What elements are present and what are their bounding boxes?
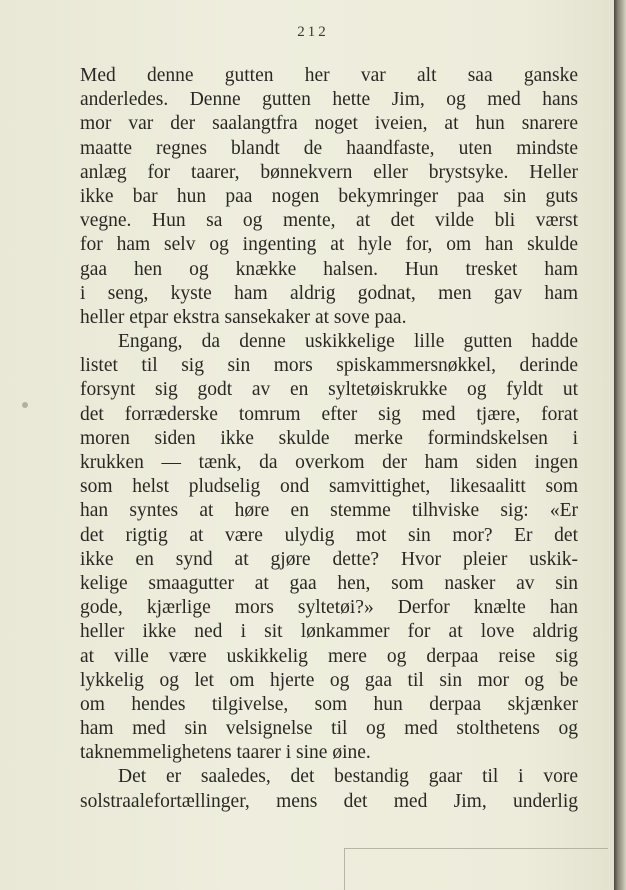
text-line: vegne. Hun sa og mente, at det vilde bli værst: [80, 210, 578, 232]
body-text: [80, 64, 578, 814]
text-line: han syntes at høre en stemme tilhviske sig: «Er: [80, 500, 578, 522]
footer-tick: [344, 848, 345, 890]
page-number: 212: [297, 24, 329, 40]
text-line: det forræderske tomrum efter sig med tjære, forat: [80, 403, 578, 425]
text-line-paragraph-start: Det er saaledes, det bestandig gaar til i vore: [118, 766, 578, 788]
text-line-paragraph-end: taknemmelighetens taarer i sine øine.: [80, 742, 371, 764]
text-line: anderledes. Denne gutten hette Jim, og med hans: [80, 89, 578, 111]
text-line: ikke bar hun paa nogen bekymringer paa sin guts: [80, 185, 578, 207]
text-line: at ville være uskikkelig mere og derpaa reise sig: [80, 645, 578, 667]
text-line: moren siden ikke skulde merke formindskelsen i: [80, 427, 578, 449]
text-line-paragraph-start: Engang, da denne uskikkelige lille gutten hadde: [118, 331, 578, 353]
text-line-paragraph-end: heller etpar ekstra sansekaker at sove paa.: [80, 306, 407, 328]
text-line: listet til sig sin mors spiskammersnøkkel, derinde: [80, 355, 578, 377]
text-line: for ham selv og ingenting at hyle for, om han skulde: [80, 234, 578, 256]
ink-blot: [22, 402, 28, 408]
text-line: gode, kjærlige mors syltetøi?» Derfor knælte han: [80, 597, 578, 619]
text-line: solstraalefortællinger, mens det med Jim, underlig: [80, 790, 578, 812]
text-line: krukken — tænk, da overkom der ham siden ingen: [80, 452, 578, 473]
text-line: det rigtig at være ulydig mot sin mor? Er det: [80, 524, 578, 546]
text-line: om hendes tilgivelse, som hun derpaa skjænker: [80, 693, 578, 715]
footer-rule: [344, 848, 608, 849]
text-line: maatte regnes blandt de haandfaste, uten mindste: [80, 137, 578, 159]
text-line: gaa hen og knække halsen. Hun tresket ham: [80, 258, 578, 280]
text-line: anlæg for taarer, bønnekvern eller brystsyke. Heller: [80, 161, 578, 183]
book-spine-edge: [614, 0, 626, 890]
text-line: ham med sin velsignelse til og med stolthetens og: [80, 718, 578, 740]
text-line: kelige smaagutter at gaa hen, som nasker av sin: [80, 572, 578, 594]
text-line: i seng, kyste ham aldrig godnat, men gav ham: [80, 282, 578, 304]
text-line: forsynt sig godt av en syltetøiskrukke og fyldt ut: [80, 379, 578, 401]
text-line: som helst pludselig ond samvittighet, likesaalitt som: [80, 476, 578, 498]
text-line: mor var der saalangtfra noget iveien, at hun snarere: [80, 113, 578, 135]
text-line: heller ikke ned i sit lønkammer for at love aldrig: [80, 621, 578, 643]
text-line: ikke en synd at gjøre dette? Hvor pleier uskik-: [80, 548, 578, 570]
text-line: Med denne gutten her var alt saa ganske: [80, 65, 578, 86]
text-line: lykkelig og let om hjerte og gaa til sin mor og be: [80, 669, 578, 691]
